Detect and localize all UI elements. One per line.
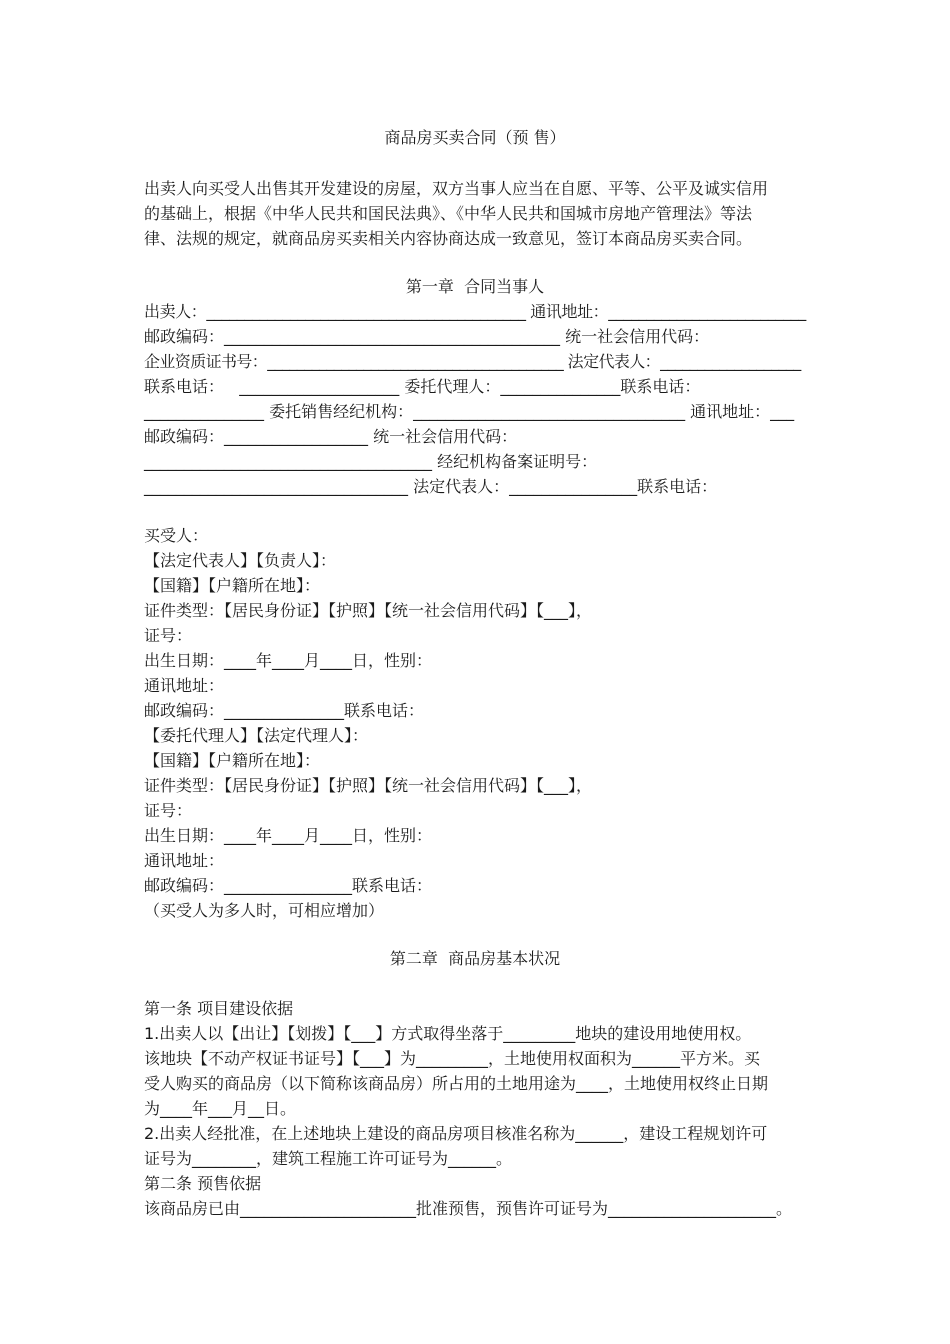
buyer-line-12: 证号： [144,801,193,820]
seller-line-3: 企业资质证书号：________________________________________ 法定代表人：___________________ [144,352,801,371]
buyer-line-1: 买受人： [144,526,209,545]
chapter-2-heading: 第二章 商品房基本状况 [389,949,561,968]
buyer-line-7: 通讯地址： [144,676,225,695]
chapter2-line-7: 证号为________，建筑工程施工许可证号为______。 [144,1149,513,1168]
seller-line-5: _______________ 委托销售经纪机构：__________________________________ 通讯地址：___ [144,402,795,421]
buyer-line-16: （买受人为多人时，可相应增加） [144,901,385,920]
document-title: 商品房买卖合同（预 售） [384,128,566,147]
chapter2-line-2: 1.出卖人以【出让】【划拨】【___】方式取得坐落于_________地块的建设用地使用权。 [144,1024,752,1043]
chapter2-line-3: 该地块【不动产权证书证号】【___】为_________，土地使用权面积为______平方米。买 [144,1049,761,1068]
buyer-line-15: 邮政编码：________________联系电话： [144,876,433,895]
buyer-line-5: 证号： [144,626,193,645]
seller-line-6: 邮政编码：__________________ 统一社会信用代码： [144,427,518,446]
chapter2-line-4: 受人购买的商品房（以下简称该商品房）所占用的土地用途为____，土地使用权终止日期 [144,1074,769,1093]
buyer-line-3: 【国籍】【户籍所在地】： [144,576,321,595]
seller-line-1: 出卖人：__________________________________________ 通讯地址：__________________________ [144,302,806,321]
seller-line-7: ____________________________________ 经纪机构备案证明号： [144,452,598,471]
chapter2-line-9: 该商品房已由______________________批准预售，预售许可证号为_____________________。 [144,1199,793,1218]
preamble-line-2: 的基础上，根据《中华人民共和国民法典》、《中华人民共和国城市房地产管理法》等法 [144,204,753,223]
chapter-1-heading: 第一章 合同当事人 [405,277,545,296]
buyer-line-4: 证件类型：【居民身份证】【护照】【统一社会信用代码】【___】， [144,601,593,620]
buyer-line-2: 【法定代表人】【负责人】： [144,551,337,570]
preamble-line-1: 出卖人向买受人出售其开发建设的房屋，双方当事人应当在自愿、平等、公平及诚实信用 [144,179,769,198]
chapter2-line-8: 第二条 预售依据 [144,1174,262,1193]
chapter2-line-5: 为____年___月__日。 [144,1099,297,1118]
buyer-line-8: 邮政编码：_______________联系电话： [144,701,425,720]
seller-line-2: 邮政编码：__________________________________________ 统一社会信用代码： [144,327,710,346]
preamble-line-3: 律、法规的规定，就商品房买卖相关内容协商达成一致意见，签订本商品房买卖合同。 [144,229,753,248]
chapter2-line-6: 2.出卖人经批准，在上述地块上建设的商品房项目核准名称为______，建设工程规划许可 [144,1124,768,1143]
seller-line-4: 联系电话： ____________________ 委托代理人：_______________联系电话： [144,377,701,396]
buyer-line-6: 出生日期：____年____月____日，性别： [144,651,433,670]
buyer-line-9: 【委托代理人】【法定代理人】： [144,726,369,745]
buyer-line-14: 通讯地址： [144,851,225,870]
buyer-line-11: 证件类型：【居民身份证】【护照】【统一社会信用代码】【___】， [144,776,593,795]
buyer-line-13: 出生日期：____年____月____日，性别： [144,826,433,845]
buyer-line-10: 【国籍】【户籍所在地】： [144,751,321,770]
seller-line-8: _________________________________ 法定代表人：________________联系电话： [144,477,718,496]
chapter2-line-1: 第一条 项目建设依据 [144,999,294,1018]
